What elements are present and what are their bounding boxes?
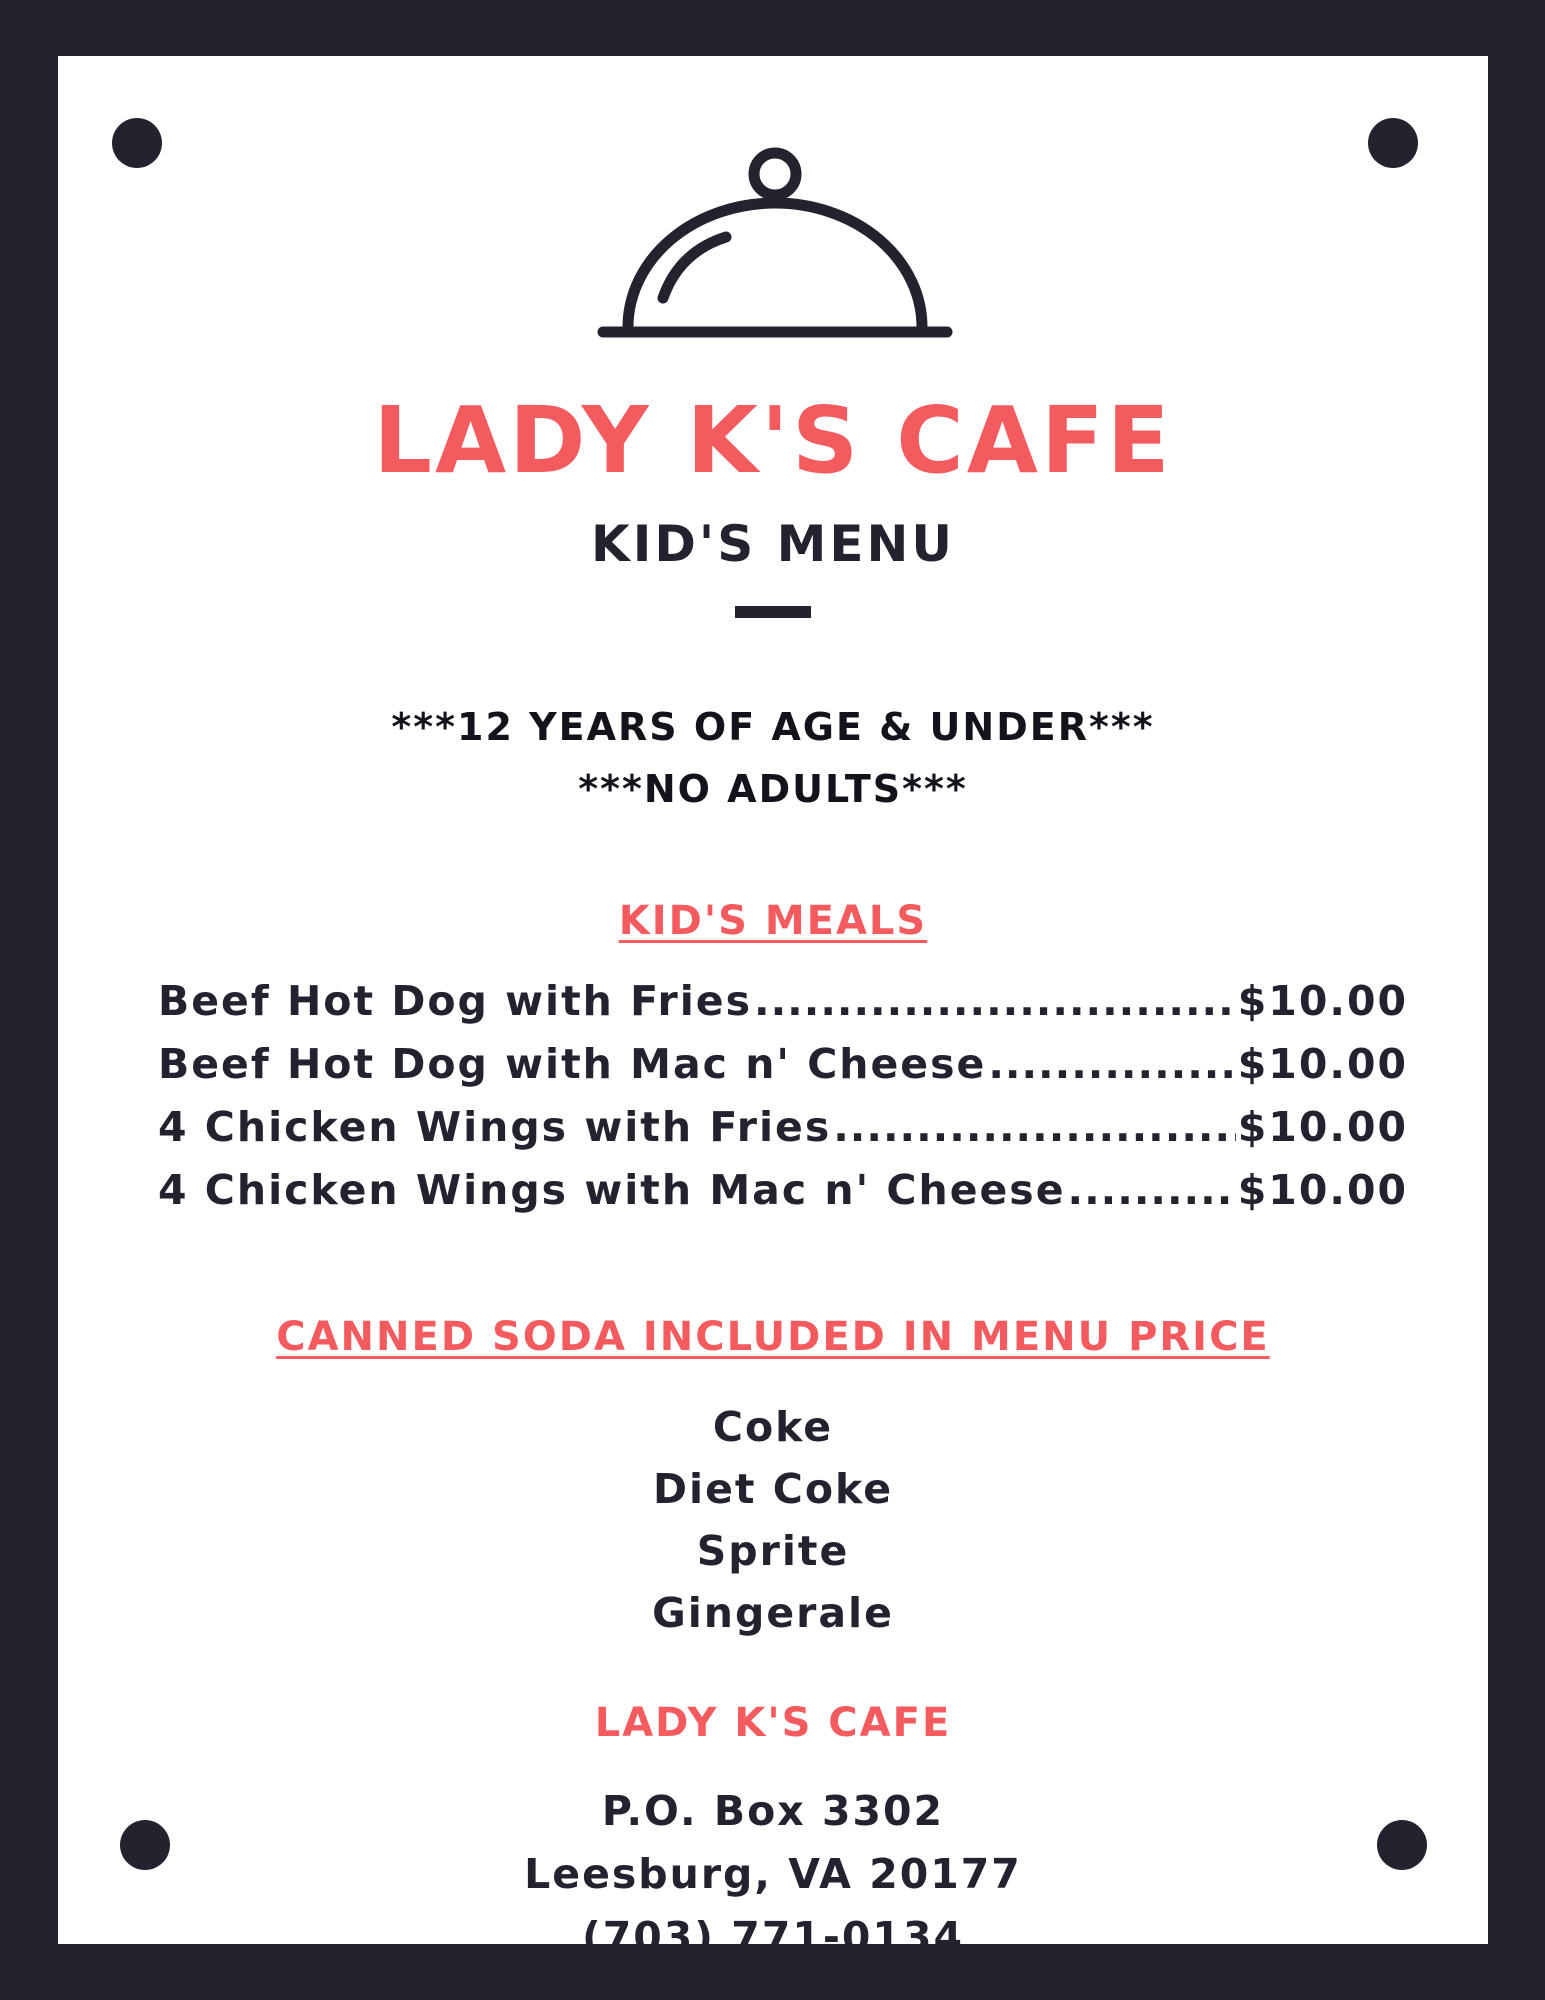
soda-item: Sprite [696, 1527, 850, 1575]
dot-leader [833, 1096, 1236, 1159]
meal-item [158, 1159, 1408, 1222]
meal-name: 4 Chicken Wings with Mac n' Cheese [158, 1166, 1066, 1214]
meal-item [158, 1096, 1408, 1159]
soda-item: Gingerale [652, 1589, 894, 1637]
po-box: P.O. Box 3302 [601, 1787, 945, 1835]
cafe-title: LADY K'S CAFE [373, 387, 1173, 494]
soda-heading: CANNED SODA INCLUDED IN MENU PRICE [276, 1314, 1270, 1360]
menu-subtitle: KID'S MENU [591, 515, 955, 573]
meal-item [158, 970, 1408, 1033]
dot-leader [1068, 1159, 1236, 1222]
meal-name: Beef Hot Dog with Fries [158, 977, 753, 1025]
city-state-zip: Leesburg, VA 20177 [524, 1850, 1022, 1898]
corner-dot-top-right [1368, 118, 1418, 168]
meal-price: $10.00 [1237, 1103, 1408, 1151]
cloche-icon [595, 142, 955, 342]
meal-price: $10.00 [1237, 1166, 1408, 1214]
soda-item: Coke [712, 1403, 834, 1451]
no-adults-note: ***NO ADULTS*** [578, 767, 968, 811]
contact-block [58, 1780, 1488, 1969]
phone-number: (703) 771-0134 [581, 1913, 965, 1961]
meal-name: Beef Hot Dog with Mac n' Cheese [158, 1040, 987, 1088]
meals-list [158, 970, 1408, 1222]
meal-name: 4 Chicken Wings with Fries [158, 1103, 832, 1151]
menu-sheet [58, 56, 1488, 1961]
meals-heading: KID'S MEALS [618, 898, 928, 944]
title-divider [735, 606, 811, 618]
meal-price: $10.00 [1237, 977, 1408, 1025]
footer-cafe-name: LADY K'S CAFE [594, 1700, 952, 1746]
soda-item: Diet Coke [653, 1465, 893, 1513]
meal-item [158, 1033, 1408, 1096]
dot-leader [988, 1033, 1235, 1096]
soda-list [58, 1396, 1488, 1644]
meal-price: $10.00 [1237, 1040, 1408, 1088]
corner-dot-top-left [112, 118, 162, 168]
age-note: ***12 YEARS OF AGE & UNDER*** [391, 705, 1155, 749]
dot-leader [754, 970, 1236, 1033]
